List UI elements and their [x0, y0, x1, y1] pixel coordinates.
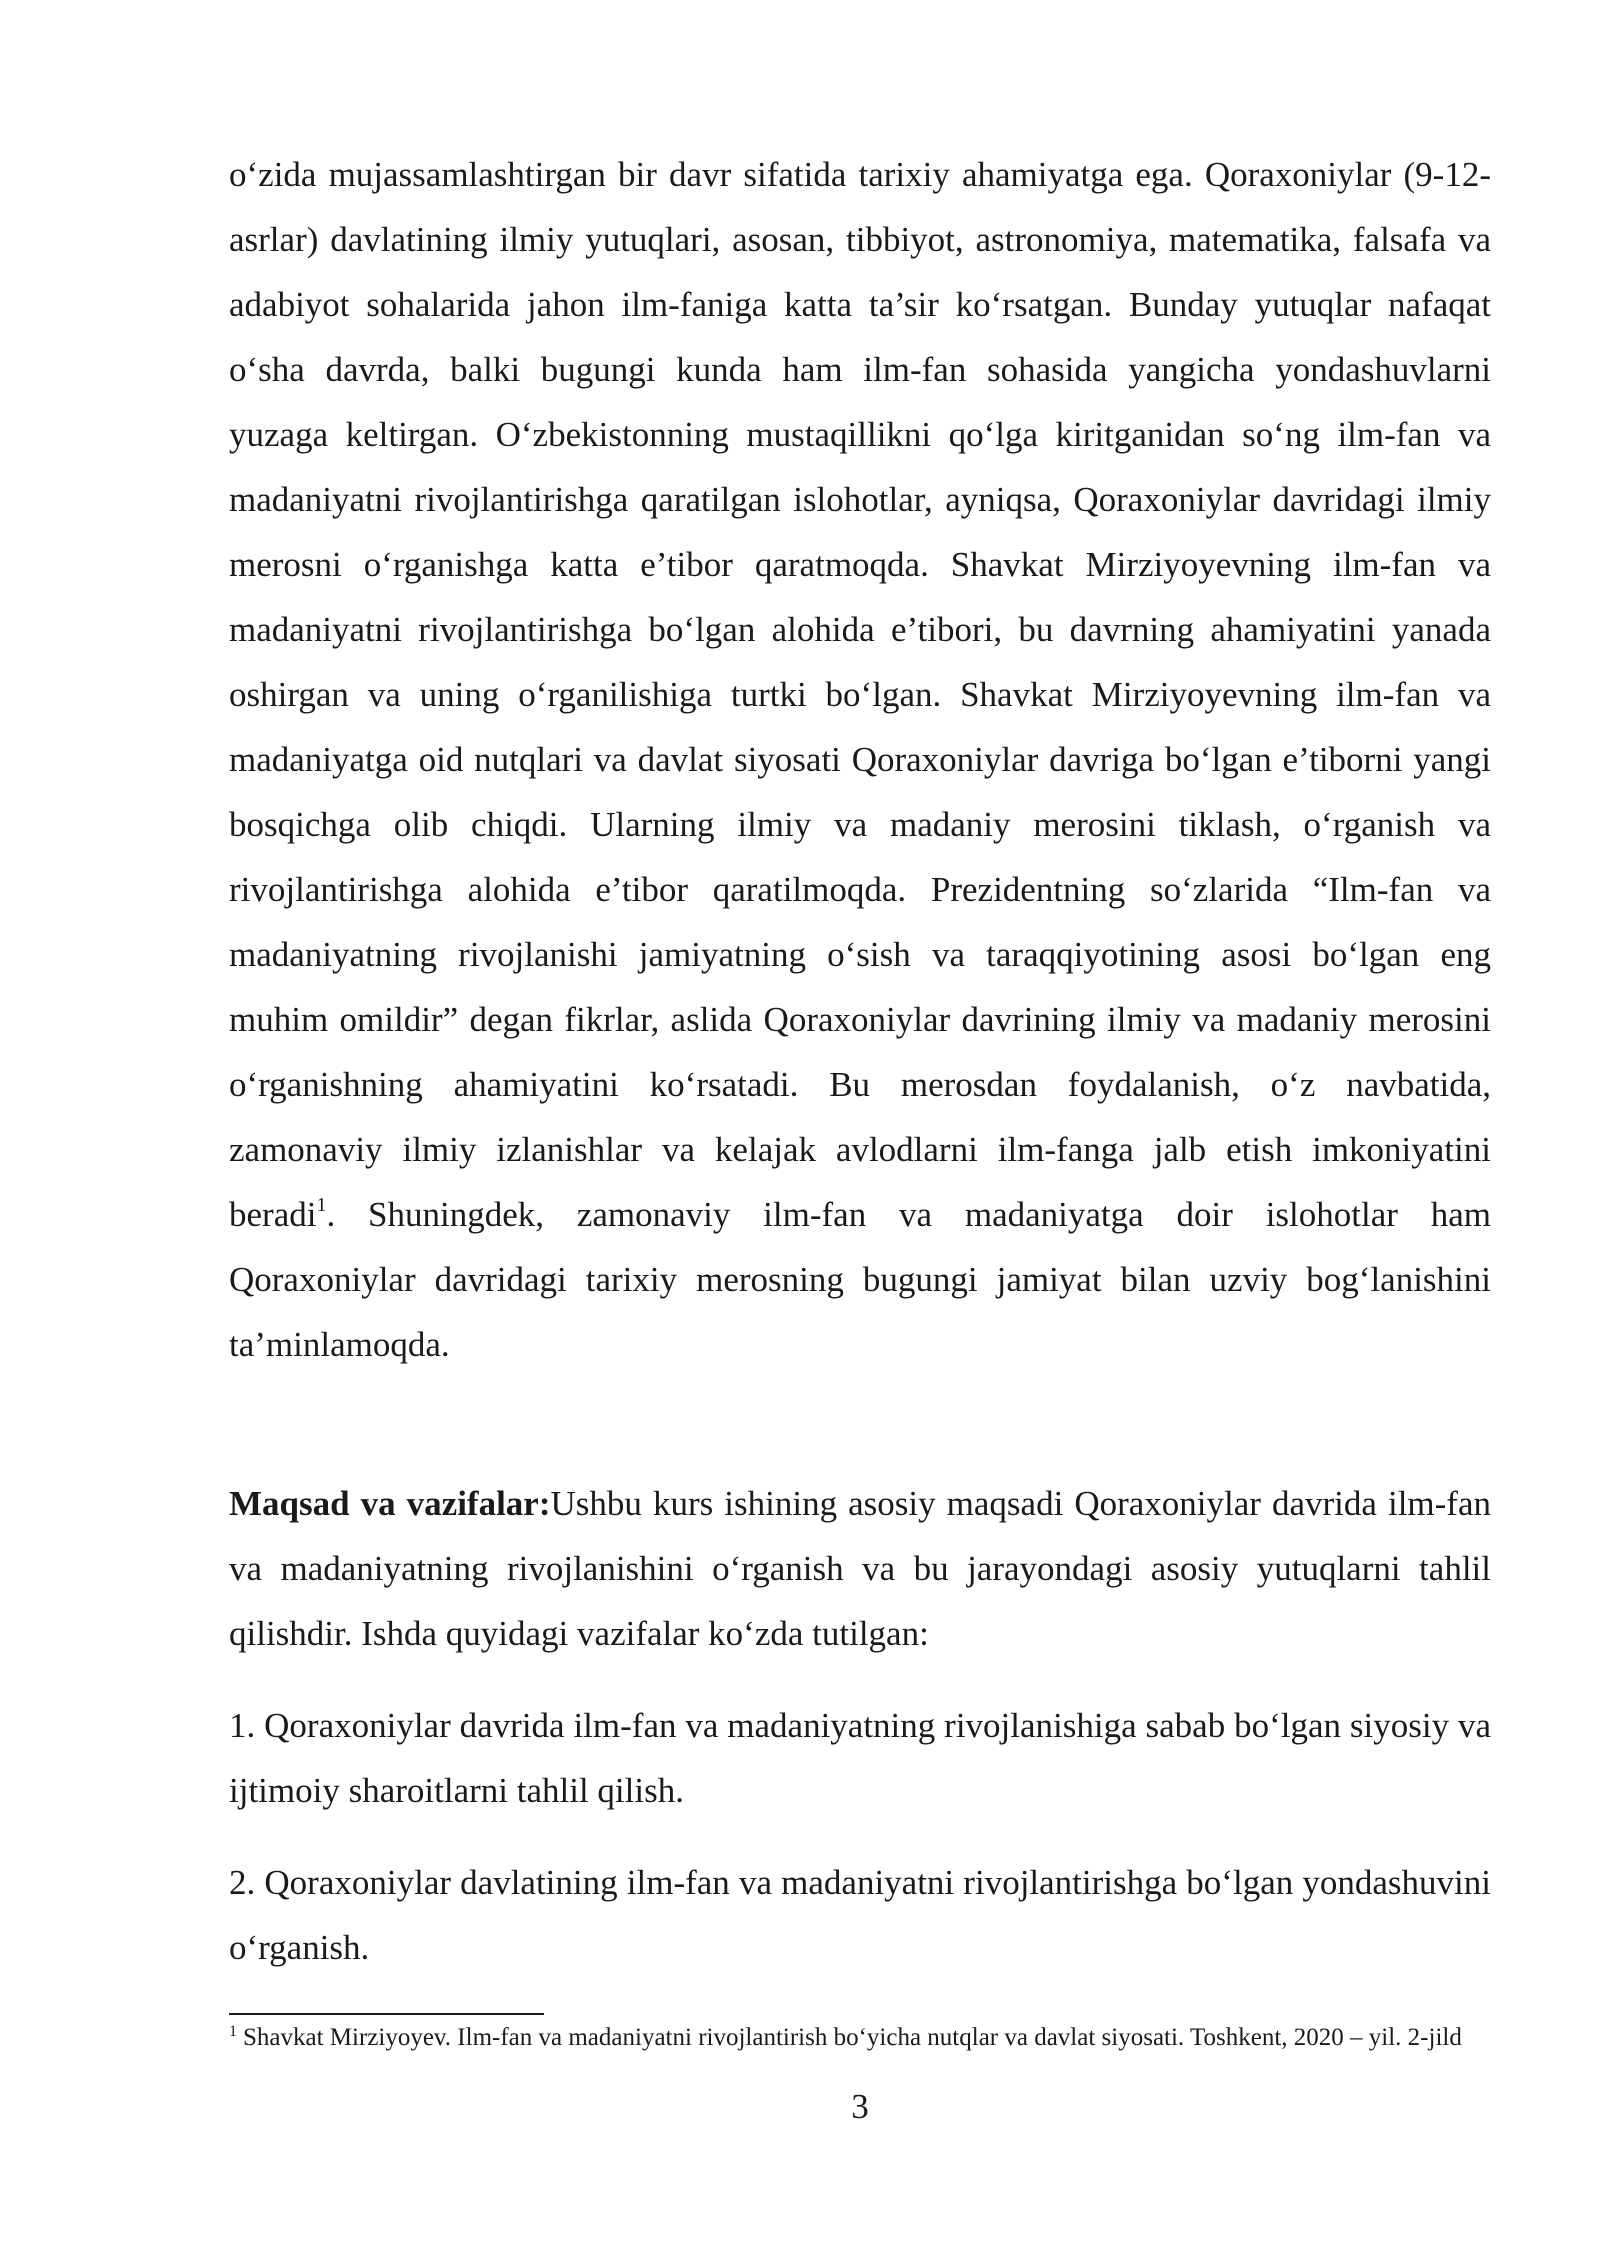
intro-paragraph: [229, 142, 1491, 1377]
footnote-text: Shavkat Mirziyoyev. Ilm-fan va madaniyatni rivojlantirish bo‘yicha nutqlar va davlat siyosati. Toshkent, 2020 – yil. 2-jild: [243, 2024, 1462, 2051]
intro-paragraph-end: . Shuningdek, zamonaviy ilm-fan va madaniyatga doir islohotlar ham Qoraxoniylar davridagi tarixiy merosning bugungi jamiyat bilan uzviy bog‘lanishini ta’minlamoqda.: [229, 1195, 1491, 1364]
footnote: [229, 2022, 1491, 2053]
footnote-reference[interactable]: 1: [316, 1194, 327, 1217]
task-item-1: 1. Qoraxoniylar davrida ilm-fan va madaniyatning rivojlanishiga sabab bo‘lgan siyosiy va ijtimoiy sharoitlarni tahlil qilish.: [229, 1706, 1491, 1810]
goal-heading: Maqsad va vazifalar:: [229, 1484, 551, 1523]
page-number: 3: [851, 2087, 869, 2126]
goal-paragraph: [229, 1471, 1491, 1666]
task-item-2: 2. Qoraxoniylar davlatining ilm-fan va madaniyatni rivojlantirishga bo‘lgan yondashuvini o‘rganish.: [229, 1863, 1491, 1967]
intro-paragraph-text: o‘zida mujassamlashtirgan bir davr sifatida tarixiy ahamiyatga ega. Qoraxoniylar (9-12-asrlar) davlatining ilmiy yutuqlari, asosan, tibbiyot, astronomiya, matematika, falsafa va adabiyot sohalarida jahon ilm-faniga katta ta’sir ko‘rsatgan. Bunday yutuqlar nafaqat o‘sha davrda, balki bugungi kunda ham ilm-fan sohasida yangicha yondashuvlarni yuzaga keltirgan. O‘zbekistonning mustaqillikni qo‘lga kiritganidan so‘ng ilm-fan va madaniyatni rivojlantirishga qaratilgan islohotlar, ayniqsa, Qoraxoniylar davridagi ilmiy merosni o‘rganishga katta e’tibor qaratmoqda. Shavkat Mirziyoyevning ilm-fan va madaniyatni rivojlantirishga bo‘lgan alohida e’tibori, bu davrning ahamiyatini yanada oshirgan va uning o‘rganilishiga turtki bo‘lgan. Shavkat Mirziyoyevning ilm-fan va madaniyatga oid nutqlari va davlat siyosati Qoraxoniylar davriga bo‘lgan e’tiborni yangi bosqichga olib chiqdi. Ularning ilmiy va madaniy merosini tiklash, o‘rganish va rivojlantirishga alohida e’tibor qaratilmoqda. Prezidentning so‘zlarida “Ilm-fan va madaniyatning rivojlanishi jamiyatning o‘sish va taraqqiyotining asosi bo‘lgan eng muhim omildir” degan fikrlar, aslida Qoraxoniylar davrining ilmiy va madaniy merosini o‘rganishning ahamiyatini ko‘rsatadi. Bu merosdan foydalanish, o‘z navbatida, zamonaviy ilmiy izlanishlar va kelajak avlodlarni ilm-fanga jalb etish imkoniyatini beradi: [229, 155, 1491, 1234]
footnote-number: 1: [229, 2022, 237, 2040]
goal-text: Ushbu kurs ishining asosiy maqsadi Qoraxoniylar davrida ilm-fan va madaniyatning rivojlanishini o‘rganish va bu jarayondagi asosiy yutuqlarni tahlil qilishdir. Ishda quyidagi vazifalar ko‘zda tutilgan:: [229, 1484, 1491, 1653]
footnote-separator: [229, 2013, 544, 2015]
